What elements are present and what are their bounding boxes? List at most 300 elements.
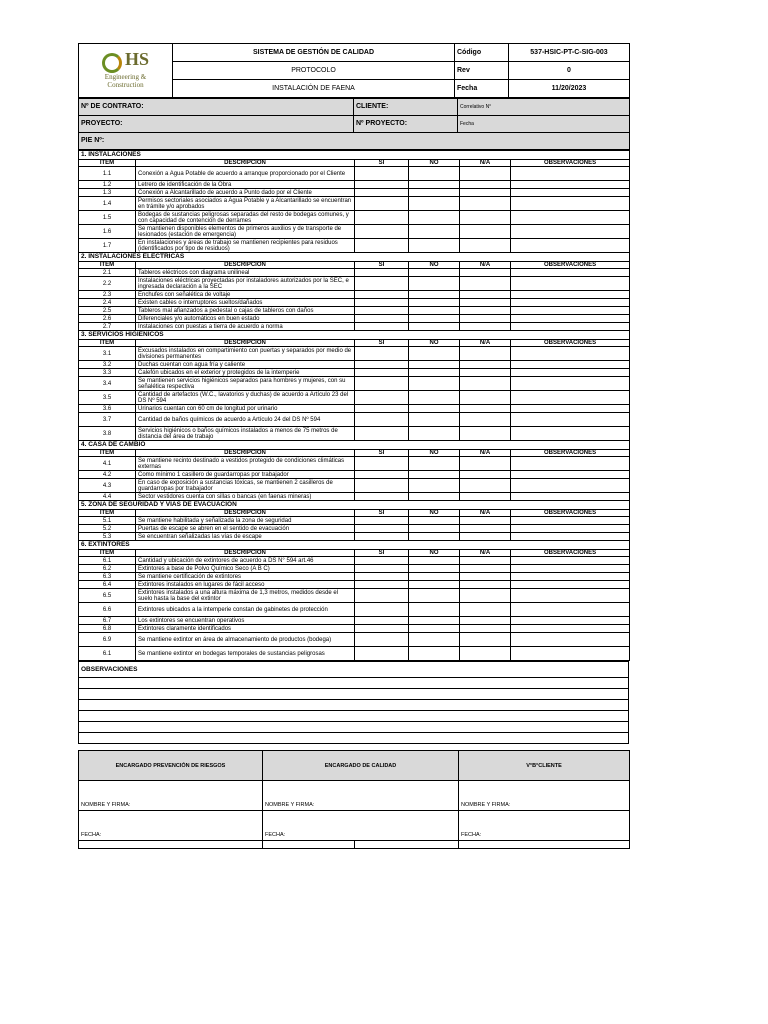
check-na-cell[interactable]: [460, 211, 511, 225]
item-number: 1.4: [79, 197, 136, 211]
checklist-row: [79, 361, 630, 369]
item-number: 2.7: [79, 323, 136, 331]
checklist-row: [79, 225, 630, 239]
item-description: Extintores a base de Polvo Químico Seco (A B C): [136, 565, 355, 573]
observation-cell[interactable]: [511, 533, 630, 541]
check-si-cell[interactable]: [355, 557, 409, 565]
check-na-cell[interactable]: [460, 413, 511, 427]
checklist-row: [79, 573, 630, 581]
check-si-cell[interactable]: [355, 323, 409, 331]
check-na-cell[interactable]: [460, 647, 511, 661]
item-number: 3.1: [79, 347, 136, 361]
check-na-cell[interactable]: [460, 315, 511, 323]
observation-cell[interactable]: [511, 581, 630, 589]
check-no-cell[interactable]: [409, 565, 460, 573]
column-na-header: N/A: [460, 262, 511, 269]
observation-cell[interactable]: [511, 427, 630, 441]
column-observaciones-header: OBSERVACIONES: [511, 160, 630, 167]
item-number: 5.1: [79, 517, 136, 525]
item-description: Se mantiene extintor en bodegas temporales de sustancias peligrosas: [136, 647, 355, 661]
item-number: 6.5: [79, 589, 136, 603]
observation-cell[interactable]: [511, 573, 630, 581]
item-description: En instalaciones y áreas de trabajo se mantienen recipientes para residuos (identificados por tipo de residuos): [136, 239, 355, 253]
column-no-header: NO: [409, 160, 460, 167]
check-si-cell[interactable]: [355, 189, 409, 197]
check-na-cell[interactable]: [460, 617, 511, 625]
item-description: Diferenciales y/o automáticos en buen estado: [136, 315, 355, 323]
fecha-field[interactable]: Fecha: [458, 116, 630, 133]
check-si-cell[interactable]: [355, 377, 409, 391]
check-na-cell[interactable]: [460, 239, 511, 253]
check-no-cell[interactable]: [409, 471, 460, 479]
check-si-cell[interactable]: [355, 565, 409, 573]
check-na-cell[interactable]: [460, 557, 511, 565]
check-si-cell[interactable]: [355, 291, 409, 299]
check-no-cell[interactable]: [409, 291, 460, 299]
document-title: INSTALACIÓN DE FAENA: [173, 80, 455, 98]
check-no-cell[interactable]: [409, 625, 460, 633]
check-na-cell[interactable]: [460, 347, 511, 361]
observaciones-line[interactable]: [79, 722, 629, 733]
nombre-firma-prevencion[interactable]: NOMBRE Y FIRMA:: [79, 781, 263, 811]
observation-cell[interactable]: [511, 299, 630, 307]
checklist-row: [79, 347, 630, 361]
check-no-cell[interactable]: [409, 647, 460, 661]
check-si-cell[interactable]: [355, 347, 409, 361]
observation-cell[interactable]: [511, 167, 630, 181]
check-si-cell[interactable]: [355, 299, 409, 307]
observation-cell[interactable]: [511, 307, 630, 315]
item-number: 1.5: [79, 211, 136, 225]
check-no-cell[interactable]: [409, 479, 460, 493]
item-number: 6.3: [79, 573, 136, 581]
observation-cell[interactable]: [511, 323, 630, 331]
checklist-row: [79, 603, 630, 617]
check-na-cell[interactable]: [460, 197, 511, 211]
check-si-cell[interactable]: [355, 525, 409, 533]
column-description-header: DESCRIPCION: [136, 550, 355, 557]
rev-value: 0: [509, 62, 630, 80]
check-no-cell[interactable]: [409, 377, 460, 391]
check-si-cell[interactable]: [355, 633, 409, 647]
checklist-row: [79, 557, 630, 565]
observation-cell[interactable]: [511, 603, 630, 617]
check-na-cell[interactable]: [460, 633, 511, 647]
check-na-cell[interactable]: [460, 323, 511, 331]
item-number: 5.2: [79, 525, 136, 533]
check-si-cell[interactable]: [355, 413, 409, 427]
check-si-cell[interactable]: [355, 315, 409, 323]
contrato-field[interactable]: Nº DE CONTRATO:: [79, 99, 354, 116]
fecha-calidad[interactable]: FECHA:: [263, 811, 459, 841]
check-na-cell[interactable]: [460, 291, 511, 299]
check-no-cell[interactable]: [409, 167, 460, 181]
observation-cell[interactable]: [511, 225, 630, 239]
observaciones-table: [78, 661, 629, 744]
observation-cell[interactable]: [511, 625, 630, 633]
column-na-header: N/A: [460, 160, 511, 167]
item-description: Urinarios cuentan con 60 cm de longitud por urinario: [136, 405, 355, 413]
observation-cell[interactable]: [511, 589, 630, 603]
protocol-title: PROTOCOLO: [173, 62, 455, 80]
item-description: Bodegas de sustancias peligrosas separadas del resto de bodegas comunes, y con capacidad de contención de derrames: [136, 211, 355, 225]
column-item-header: ITEM: [79, 510, 136, 517]
item-number: 2.6: [79, 315, 136, 323]
codigo-label: Código: [455, 44, 509, 62]
column-item-header: ITEM: [79, 340, 136, 347]
check-no-cell[interactable]: [409, 189, 460, 197]
check-na-cell[interactable]: [460, 625, 511, 633]
check-si-cell[interactable]: [355, 277, 409, 291]
check-si-cell[interactable]: [355, 369, 409, 377]
column-description-header: DESCRIPCION: [136, 262, 355, 269]
check-no-cell[interactable]: [409, 369, 460, 377]
company-logo: HS Engineering & Construction: [79, 44, 173, 98]
check-na-cell[interactable]: [460, 517, 511, 525]
check-na-cell[interactable]: [460, 471, 511, 479]
fecha-value: 11/20/2023: [509, 80, 630, 98]
item-description: Puertas de escape se abren en el sentido de evacuación: [136, 525, 355, 533]
column-si-header: SI: [355, 450, 409, 457]
observation-cell[interactable]: [511, 633, 630, 647]
observation-cell[interactable]: [511, 277, 630, 291]
checklist-row: [79, 307, 630, 315]
check-no-cell[interactable]: [409, 315, 460, 323]
rev-label: Rev: [455, 62, 509, 80]
check-na-cell[interactable]: [460, 189, 511, 197]
checklist-row: [79, 457, 630, 471]
checklist-row: [79, 427, 630, 441]
signature-footer-cell: [459, 841, 630, 849]
checklist-row: [79, 299, 630, 307]
checklist-row: [79, 189, 630, 197]
item-description: Duchas cuentan con agua fría y caliente: [136, 361, 355, 369]
column-si-header: SI: [355, 340, 409, 347]
check-si-cell[interactable]: [355, 427, 409, 441]
item-number: 1.6: [79, 225, 136, 239]
observation-cell[interactable]: [511, 211, 630, 225]
check-no-cell[interactable]: [409, 493, 460, 501]
check-no-cell[interactable]: [409, 277, 460, 291]
check-na-cell[interactable]: [460, 603, 511, 617]
check-no-cell[interactable]: [409, 307, 460, 315]
item-number: 4.2: [79, 471, 136, 479]
column-item-header: ITEM: [79, 262, 136, 269]
check-no-cell[interactable]: [409, 323, 460, 331]
column-na-header: N/A: [460, 550, 511, 557]
checklist-row: [79, 533, 630, 541]
item-description: Extintores claramente identificados: [136, 625, 355, 633]
check-si-cell[interactable]: [355, 517, 409, 525]
proyecto-field[interactable]: PROYECTO:: [79, 116, 354, 133]
item-number: 6.7: [79, 617, 136, 625]
observation-cell[interactable]: [511, 413, 630, 427]
check-si-cell[interactable]: [355, 167, 409, 181]
column-item-header: ITEM: [79, 160, 136, 167]
observaciones-title: OBSERVACIONES: [79, 662, 629, 678]
check-no-cell[interactable]: [409, 197, 460, 211]
section-title: 3. SERVICIOS HIGIENICOS: [79, 331, 630, 340]
observaciones-line[interactable]: [79, 678, 629, 689]
observation-cell[interactable]: [511, 479, 630, 493]
item-description: Excusados instalados en compartimiento con puertas y separados por medio de divisiones permanentes: [136, 347, 355, 361]
check-na-cell[interactable]: [460, 361, 511, 369]
check-si-cell[interactable]: [355, 647, 409, 661]
check-no-cell[interactable]: [409, 405, 460, 413]
observation-cell[interactable]: [511, 377, 630, 391]
check-si-cell[interactable]: [355, 225, 409, 239]
column-description-header: DESCRIPCION: [136, 160, 355, 167]
check-si-cell[interactable]: [355, 181, 409, 189]
check-na-cell[interactable]: [460, 277, 511, 291]
fecha-prevencion[interactable]: FECHA:: [79, 811, 263, 841]
check-si-cell[interactable]: [355, 493, 409, 501]
check-si-cell[interactable]: [355, 405, 409, 413]
cliente-field[interactable]: CLIENTE:: [354, 99, 458, 116]
pie-field[interactable]: PIE Nº:: [79, 133, 630, 150]
item-number: 6.9: [79, 633, 136, 647]
item-description: Permisos sectoriales asociados a Agua Potable y a Alcantarillado se encuentran en trámite y/o aprobados: [136, 197, 355, 211]
item-description: Conexión a Alcantarillado de acuerdo a Punto dado por el Cliente: [136, 189, 355, 197]
checklist-row: [79, 291, 630, 299]
item-number: 3.3: [79, 369, 136, 377]
item-number: 2.5: [79, 307, 136, 315]
checklist-row: [79, 581, 630, 589]
item-number: 2.4: [79, 299, 136, 307]
checklist-row: [79, 517, 630, 525]
observaciones-line[interactable]: [79, 689, 629, 700]
check-si-cell[interactable]: [355, 391, 409, 405]
nombre-firma-cliente[interactable]: NOMBRE Y FIRMA:: [459, 781, 630, 811]
observation-cell[interactable]: [511, 525, 630, 533]
observation-cell[interactable]: [511, 291, 630, 299]
item-description: Extintores instalados a una altura máxima de 1,3 metros, medidos desde el suelo hasta la base del extintor: [136, 589, 355, 603]
check-no-cell[interactable]: [409, 573, 460, 581]
check-no-cell[interactable]: [409, 617, 460, 625]
check-si-cell[interactable]: [355, 361, 409, 369]
check-si-cell[interactable]: [355, 197, 409, 211]
item-description: Se mantienen servicios higiénicos separados para hombres y mujeres, con su señalética respectiva: [136, 377, 355, 391]
signature-prevencion-header: ENCARGADO PREVENCIÓN DE RIESGOS: [79, 751, 263, 781]
observaciones-line[interactable]: [79, 700, 629, 711]
checklist-row: [79, 391, 630, 405]
column-observaciones-header: OBSERVACIONES: [511, 450, 630, 457]
checklist-row: [79, 525, 630, 533]
column-na-header: N/A: [460, 450, 511, 457]
observation-cell[interactable]: [511, 517, 630, 525]
check-si-cell[interactable]: [355, 307, 409, 315]
check-si-cell[interactable]: [355, 603, 409, 617]
column-description-header: DESCRIPCION: [136, 450, 355, 457]
check-na-cell[interactable]: [460, 269, 511, 277]
check-no-cell[interactable]: [409, 457, 460, 471]
check-no-cell[interactable]: [409, 181, 460, 189]
item-description: Tableros mal afianzados a pedestal o cajas de tableros con daños: [136, 307, 355, 315]
observation-cell[interactable]: [511, 369, 630, 377]
check-no-cell[interactable]: [409, 581, 460, 589]
observation-cell[interactable]: [511, 493, 630, 501]
observation-cell[interactable]: [511, 471, 630, 479]
nombre-firma-calidad[interactable]: NOMBRE Y FIRMA:: [263, 781, 459, 811]
column-observaciones-header: OBSERVACIONES: [511, 510, 630, 517]
check-no-cell[interactable]: [409, 533, 460, 541]
check-no-cell[interactable]: [409, 211, 460, 225]
column-si-header: SI: [355, 160, 409, 167]
item-number: 4.3: [79, 479, 136, 493]
item-description: Se mantiene certificación de extintores: [136, 573, 355, 581]
n-proyecto-field[interactable]: Nº PROYECTO:: [354, 116, 458, 133]
check-si-cell[interactable]: [355, 239, 409, 253]
observation-cell[interactable]: [511, 239, 630, 253]
item-number: 3.7: [79, 413, 136, 427]
check-si-cell[interactable]: [355, 211, 409, 225]
item-description: Extintores instalados en lugares de fácil acceso: [136, 581, 355, 589]
check-no-cell[interactable]: [409, 269, 460, 277]
item-description: Se encuentran señalizadas las vías de escape: [136, 533, 355, 541]
observation-cell[interactable]: [511, 315, 630, 323]
observation-cell[interactable]: [511, 181, 630, 189]
check-si-cell[interactable]: [355, 589, 409, 603]
item-description: Los extintores se encuentran operativos: [136, 617, 355, 625]
check-na-cell[interactable]: [460, 493, 511, 501]
item-description: Extintores ubicados a la intemperie constan de gabinetes de protección: [136, 603, 355, 617]
info-table: [78, 98, 630, 150]
check-na-cell[interactable]: [460, 225, 511, 239]
item-description: Cantidad y ubicación de extintores de acuerdo a DS N° 594 art.46: [136, 557, 355, 565]
check-no-cell[interactable]: [409, 225, 460, 239]
check-si-cell[interactable]: [355, 617, 409, 625]
observation-cell[interactable]: [511, 347, 630, 361]
observation-cell[interactable]: [511, 197, 630, 211]
check-na-cell[interactable]: [460, 533, 511, 541]
item-description: Cantidad de baños químicos de acuerdo a Artículo 24 del DS Nº 594: [136, 413, 355, 427]
observation-cell[interactable]: [511, 647, 630, 661]
check-no-cell[interactable]: [409, 633, 460, 647]
checklist-row: [79, 479, 630, 493]
item-number: 1.3: [79, 189, 136, 197]
check-si-cell[interactable]: [355, 471, 409, 479]
codigo-value: 537-HSIC-PT-C-SIG-003: [509, 44, 630, 62]
check-na-cell[interactable]: [460, 299, 511, 307]
checklist-row: [79, 181, 630, 189]
check-si-cell[interactable]: [355, 457, 409, 471]
item-description: Calefón ubicados en el exterior y protegidos de la intemperie: [136, 369, 355, 377]
item-number: 3.6: [79, 405, 136, 413]
column-description-header: DESCRIPCION: [136, 510, 355, 517]
column-description-header: DESCRIPCION: [136, 340, 355, 347]
check-na-cell[interactable]: [460, 525, 511, 533]
check-no-cell[interactable]: [409, 361, 460, 369]
check-no-cell[interactable]: [409, 603, 460, 617]
item-number: 6.4: [79, 581, 136, 589]
checklist-row: [79, 565, 630, 573]
check-na-cell[interactable]: [460, 181, 511, 189]
observation-cell[interactable]: [511, 457, 630, 471]
observation-cell[interactable]: [511, 269, 630, 277]
check-na-cell[interactable]: [460, 589, 511, 603]
observation-cell[interactable]: [511, 405, 630, 413]
system-title: SISTEMA DE GESTIÓN DE CALIDAD: [173, 44, 455, 62]
check-na-cell[interactable]: [460, 457, 511, 471]
check-si-cell[interactable]: [355, 479, 409, 493]
column-na-header: N/A: [460, 340, 511, 347]
check-si-cell[interactable]: [355, 269, 409, 277]
check-na-cell[interactable]: [460, 405, 511, 413]
check-si-cell[interactable]: [355, 533, 409, 541]
checklist-row: [79, 269, 630, 277]
checklist-row: [79, 377, 630, 391]
observation-cell[interactable]: [511, 391, 630, 405]
check-no-cell[interactable]: [409, 299, 460, 307]
item-description: Instalaciones con puestas a tierra de acuerdo a norma: [136, 323, 355, 331]
check-na-cell[interactable]: [460, 307, 511, 315]
column-si-header: SI: [355, 510, 409, 517]
observation-cell[interactable]: [511, 189, 630, 197]
observation-cell[interactable]: [511, 565, 630, 573]
check-si-cell[interactable]: [355, 573, 409, 581]
check-no-cell[interactable]: [409, 517, 460, 525]
correlativo-field[interactable]: Correlativo N°: [458, 99, 630, 116]
check-na-cell[interactable]: [460, 377, 511, 391]
item-number: 1.1: [79, 167, 136, 181]
column-no-header: NO: [409, 262, 460, 269]
checklist-row: [79, 413, 630, 427]
check-no-cell[interactable]: [409, 413, 460, 427]
check-na-cell[interactable]: [460, 427, 511, 441]
item-description: Enchufes con señalética de voltaje: [136, 291, 355, 299]
observaciones-line[interactable]: [79, 711, 629, 722]
protocol-sheet: [78, 43, 629, 849]
check-no-cell[interactable]: [409, 427, 460, 441]
check-no-cell[interactable]: [409, 557, 460, 565]
item-number: 6.6: [79, 603, 136, 617]
check-si-cell[interactable]: [355, 625, 409, 633]
checklist-row: [79, 315, 630, 323]
fecha-cliente[interactable]: FECHA:: [459, 811, 630, 841]
signature-footer-cell: [355, 841, 459, 849]
check-na-cell[interactable]: [460, 581, 511, 589]
column-item-header: ITEM: [79, 450, 136, 457]
check-no-cell[interactable]: [409, 239, 460, 253]
item-description: Se mantiene habilitada y señalizada la zona de seguridad: [136, 517, 355, 525]
check-no-cell[interactable]: [409, 391, 460, 405]
check-na-cell[interactable]: [460, 479, 511, 493]
item-number: 1.7: [79, 239, 136, 253]
item-number: 4.4: [79, 493, 136, 501]
observation-cell[interactable]: [511, 361, 630, 369]
item-number: 3.2: [79, 361, 136, 369]
observaciones-line[interactable]: [79, 733, 629, 744]
check-na-cell[interactable]: [460, 369, 511, 377]
check-na-cell[interactable]: [460, 391, 511, 405]
checklist-row: [79, 405, 630, 413]
item-description: Conexión a Agua Potable de acuerdo a arranque proporcionado por el Cliente: [136, 167, 355, 181]
check-no-cell[interactable]: [409, 347, 460, 361]
observation-cell[interactable]: [511, 617, 630, 625]
check-si-cell[interactable]: [355, 581, 409, 589]
item-description: Se mantiene extintor en área de almacenamiento de productos (bodega): [136, 633, 355, 647]
observation-cell[interactable]: [511, 557, 630, 565]
item-number: 2.3: [79, 291, 136, 299]
check-na-cell[interactable]: [460, 167, 511, 181]
check-no-cell[interactable]: [409, 589, 460, 603]
check-na-cell[interactable]: [460, 565, 511, 573]
check-na-cell[interactable]: [460, 573, 511, 581]
item-number: 2.1: [79, 269, 136, 277]
item-description: Se mantiene recinto destinado a vestidos protegido de condiciones climáticas externas: [136, 457, 355, 471]
check-no-cell[interactable]: [409, 525, 460, 533]
checklist-table: [78, 150, 630, 661]
